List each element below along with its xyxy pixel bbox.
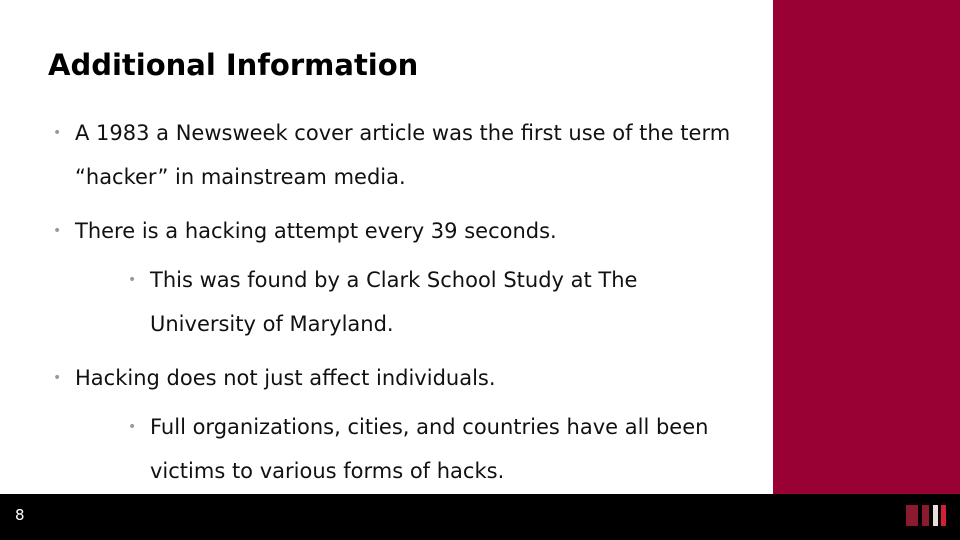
logo-bar	[941, 505, 946, 526]
bullet-icon: •	[53, 223, 62, 239]
slide-number: 8	[15, 506, 25, 524]
slide-title: Additional Information	[48, 48, 419, 82]
bullet-icon: •	[128, 272, 137, 288]
bullet-icon: •	[53, 370, 62, 386]
bullet-icon: •	[128, 419, 137, 435]
accent-panel	[773, 0, 960, 494]
logo-bar	[922, 505, 929, 526]
bullet-text: Hacking does not just affect individuals.	[75, 366, 496, 390]
logo-bar	[933, 505, 938, 526]
sub-bullet-item	[128, 258, 750, 346]
sub-bullet-item	[128, 405, 750, 493]
university-logo-icon	[906, 505, 946, 526]
bullet-text: A 1983 a Newsweek cover article was the first use of the term “hacker” in mainstream media.	[75, 121, 731, 189]
bullet-item	[53, 111, 755, 199]
bullet-icon: •	[53, 125, 62, 141]
logo-bar	[906, 505, 918, 526]
bullet-text: There is a hacking attempt every 39 seconds.	[75, 219, 557, 243]
bullet-item	[53, 209, 755, 253]
bullet-text: This was found by a Clark School Study at The University of Maryland.	[150, 268, 638, 336]
footer-bar	[0, 494, 960, 540]
bullet-text: Full organizations, cities, and countries have all been victims to various forms of hacks.	[150, 415, 709, 483]
bullet-item	[53, 356, 755, 400]
